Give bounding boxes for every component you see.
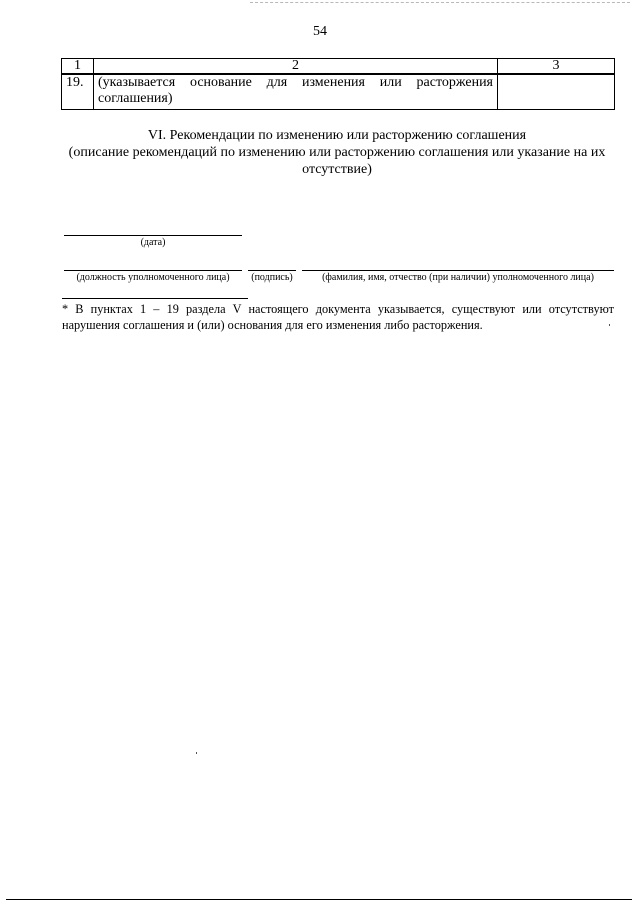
- date-line: [64, 235, 242, 236]
- scan-speck: [609, 324, 610, 326]
- footnote-separator: [62, 298, 248, 299]
- column-header-3: 3: [498, 59, 615, 75]
- column-header-2: 2: [94, 59, 498, 75]
- table-row: [62, 74, 615, 110]
- section-vi-subtitle-line-1: (описание рекомендаций по изменению или расторжению соглашения или указание на их: [68, 145, 606, 160]
- table-header-row: [62, 59, 615, 75]
- agreement-table: [61, 58, 615, 110]
- date-caption: (дата): [140, 237, 166, 248]
- scan-speck: [196, 752, 197, 754]
- position-caption: (должность уполномоченного лица): [76, 272, 230, 283]
- section-vi-subtitle-line-2: отсутствие): [302, 162, 372, 177]
- column-header-1: 1: [62, 59, 94, 75]
- row-number: 19.: [62, 74, 94, 110]
- section-vi-heading: [62, 127, 612, 178]
- page-number: 54: [313, 24, 327, 39]
- position-line: [64, 270, 242, 271]
- full-name-caption: (фамилия, имя, отчество (при наличии) уполномоченного лица): [322, 272, 594, 283]
- scan-edge-bottom: [6, 899, 632, 900]
- section-vi-title: VI. Рекомендации по изменению или расторжению соглашения: [147, 128, 527, 143]
- signature-caption: (подпись): [251, 272, 293, 283]
- signature-line: [248, 270, 296, 271]
- row-description-text: (указывается основание для изменения или расторжения соглашения): [98, 75, 493, 106]
- row-value: [498, 74, 615, 110]
- scan-edge-top: [250, 2, 630, 3]
- full-name-line: [302, 270, 614, 271]
- footnote: * В пунктах 1 – 19 раздела V настоящего документа указывается, существуют или отсутствуют нарушения соглашения и (или) основания для его изменения либо расторжения.: [62, 302, 614, 332]
- row-description: [94, 74, 498, 110]
